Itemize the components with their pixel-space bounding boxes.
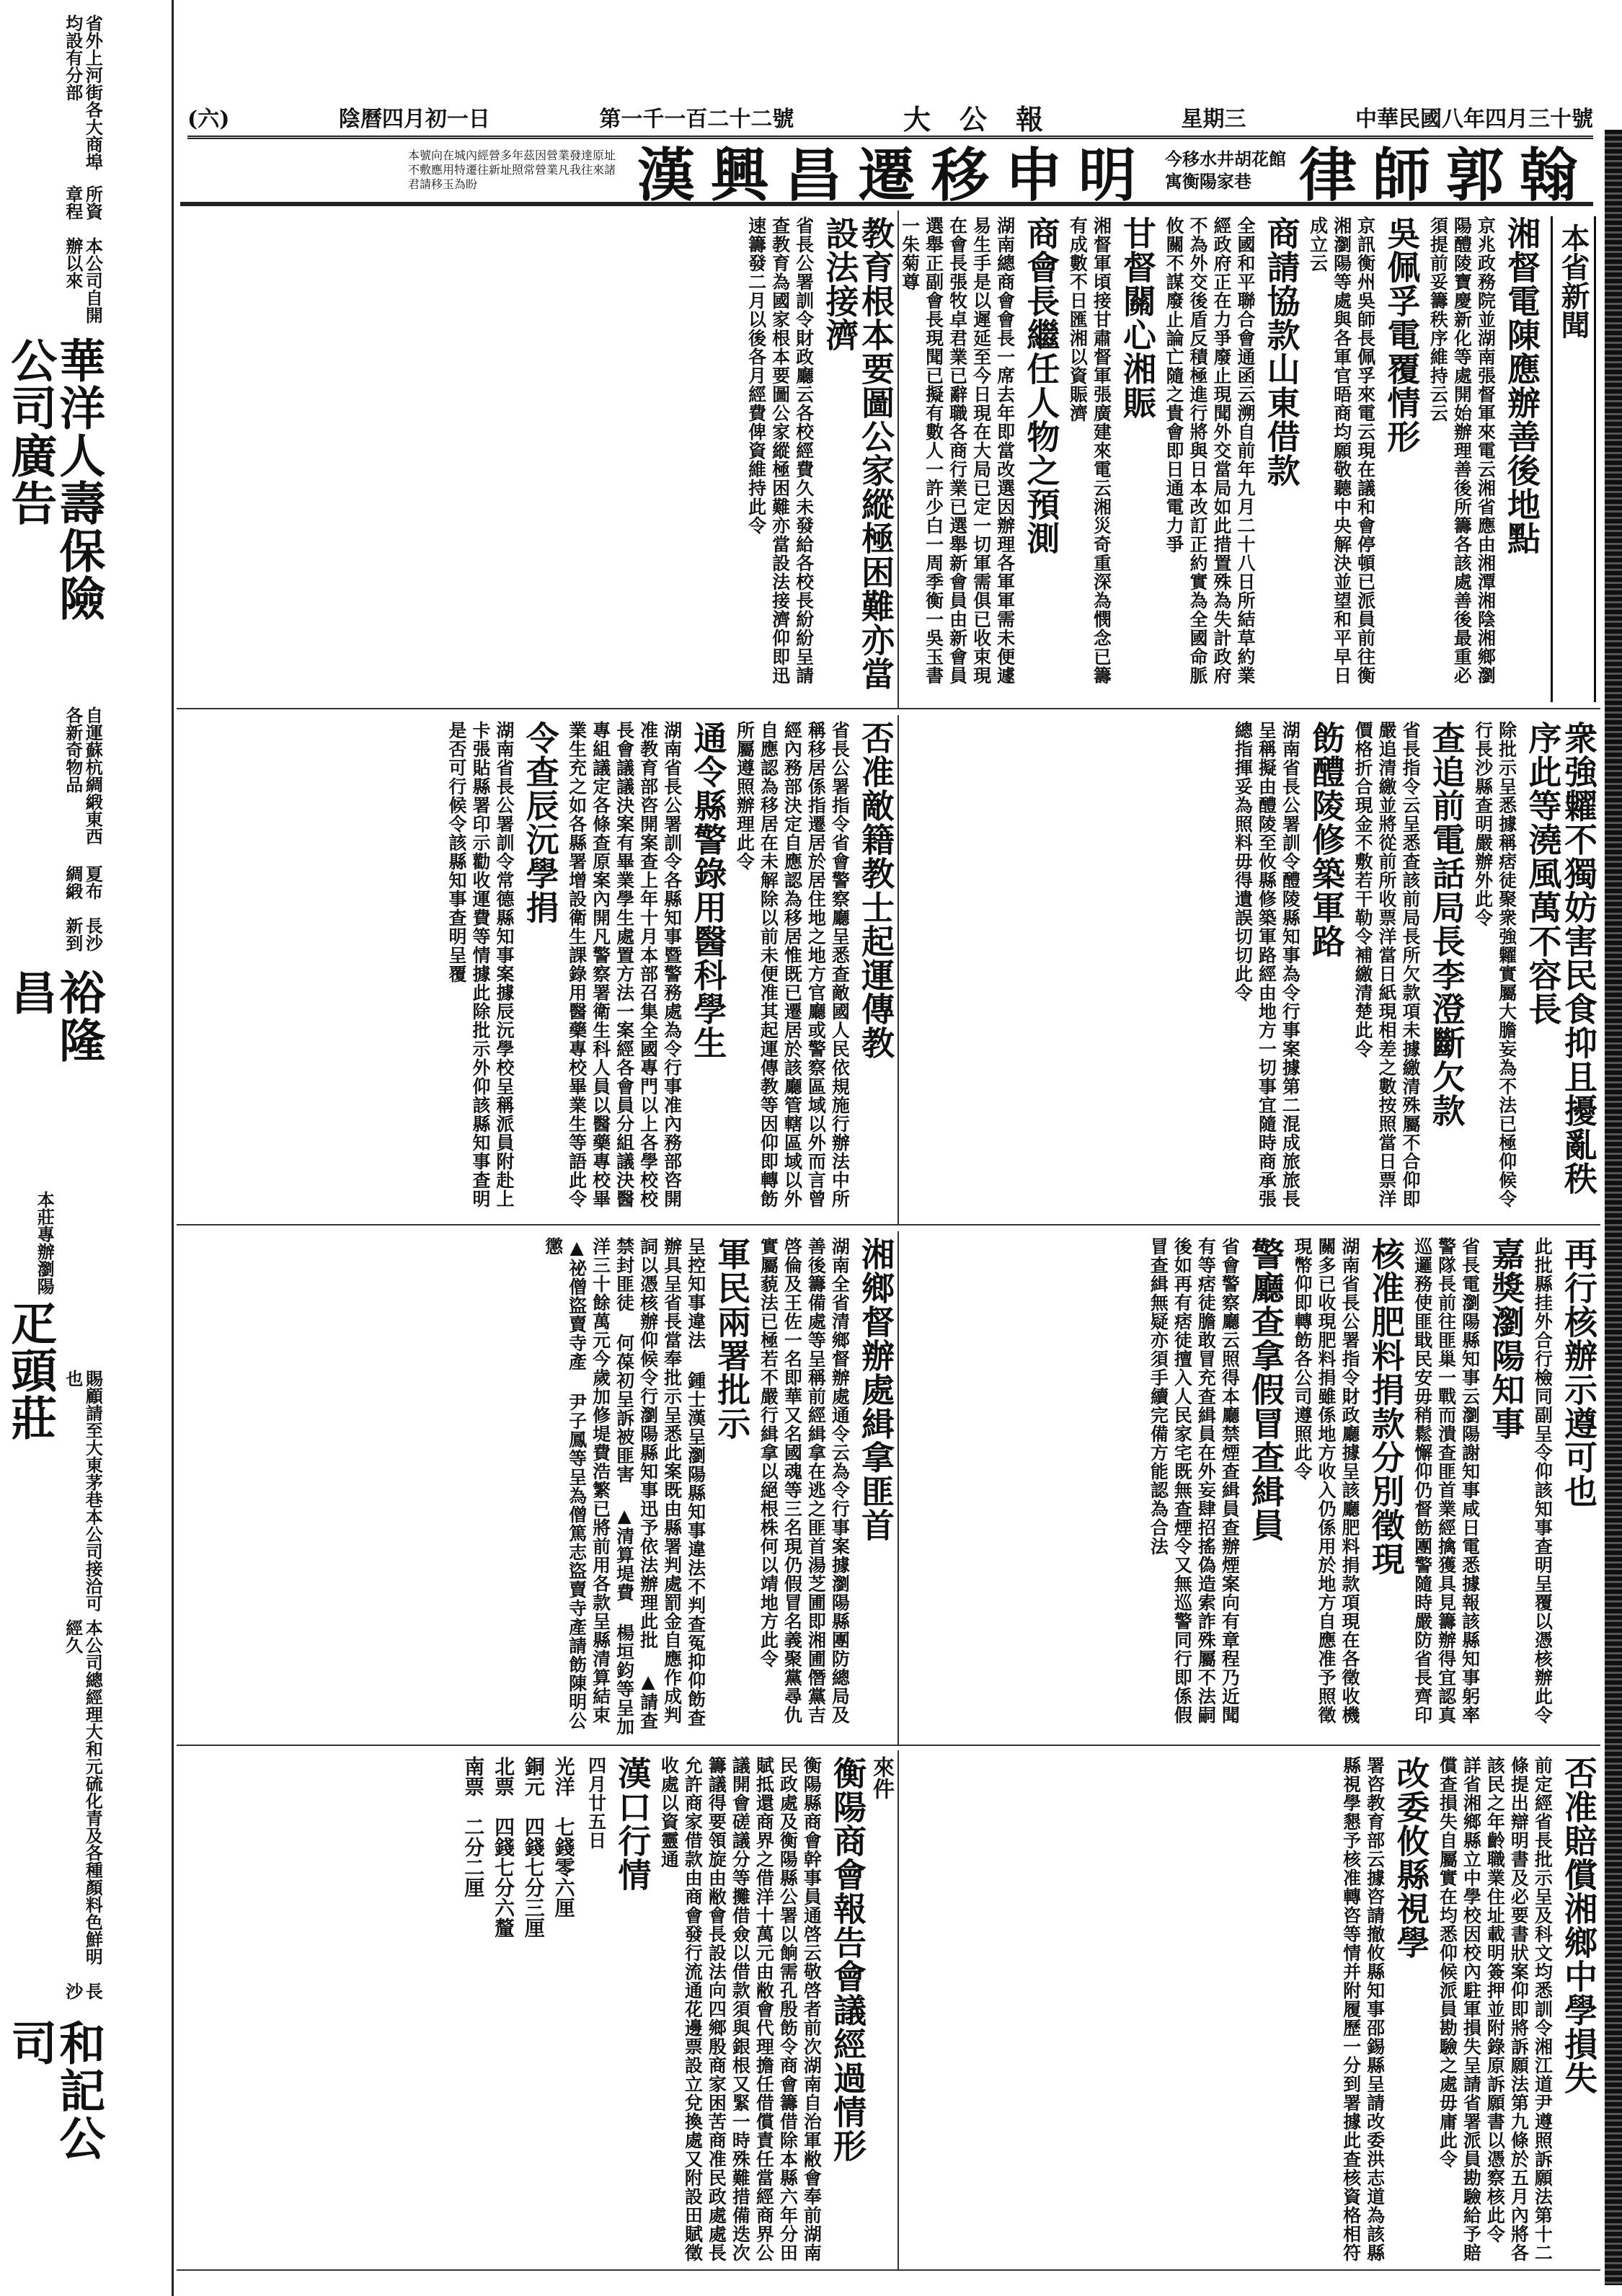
top-banner-advertisement	[180, 138, 1593, 209]
currency-name: 光洋	[551, 1756, 576, 1796]
article-headline: 飭醴陵修築軍路	[1306, 721, 1346, 958]
lawyer-ad-title: 律師郭翰	[1299, 141, 1593, 209]
article-headline: 通令縣警錄用醫科學生	[688, 721, 728, 1060]
news-column-left	[177, 715, 898, 1224]
article-headline: 嘉獎瀏陽知事	[1486, 1237, 1526, 1440]
article-headline: 核准肥料捐款分別徵現	[1366, 1237, 1406, 1576]
article-headline: 否准敵籍教士起運傳教	[856, 721, 895, 1060]
article-headline: 衆強糶不獨妨害民食抑且擾亂秩序此等澆風萬不容長	[1523, 721, 1598, 1195]
currency-rate: 二分二厘	[461, 1817, 486, 1897]
article-headline: 衡陽商會報告會議經過情形	[828, 1756, 867, 2163]
lunar-date: 陰曆四月初一日	[338, 107, 490, 132]
article-body: 此批縣挂外合行檢同副呈令仰該知事查明呈覆以憑核辦此令	[1532, 1237, 1554, 1724]
article-body: 湖南全省清鄉督辦處通令云為令行事案據瀏陽縣團防總局及善後籌備處等呈稱前經緝拿在逃之匪首湯芝圃即湘圃僭黨吉啓倫及王佐一名即華又名國魂等三名現仍假冒名義聚黨尋仇實屬藐法已極若不嚴行緝拿以絕根株何以靖地方此令	[758, 1237, 851, 1724]
article-body: 京兆政務院並湖南張督軍來電云湘省應由湘潭湘陰湘鄉瀏陽醴陵寶慶新化等處開始辦理善後所籌各該處善後最重必須提前妥籌秩序維持云云	[1427, 216, 1497, 685]
market-date: 四月廿五日	[585, 1756, 607, 1850]
left-advertisement-strip	[0, 0, 174, 2296]
article-headline: 湘督電陳應辦善後地點	[1502, 216, 1541, 555]
article-headline: 軍民兩署批示	[712, 1237, 752, 1440]
news-column-left	[177, 1750, 898, 2269]
market-rate-row	[520, 1756, 547, 2264]
relocation-notice-text: 本號向在城內經營多年茲因營業發達原址不敷應用特遷往新址照常營業凡我往來諸君請移玉為盼	[408, 149, 616, 191]
market-rate-row	[459, 1756, 487, 2264]
relocation-notice-title: 漢興昌遷移申明	[637, 141, 1152, 209]
article-body: 省長電瀏陽縣知事云瀏陽謝知事咸日電悉據報該縣知事躬率警隊長前往匪巢一戰而潰查匪首業經擒獲具見籌辦得宜認真巡邏務使匪戢民安毋稍鬆懈仰仍督飭團警隨時嚴防省長齊印	[1412, 1237, 1481, 1724]
currency-name: 北票	[492, 1756, 516, 1796]
lawyer-ad-address	[1165, 148, 1286, 192]
article-headline: 商請協款山東借款	[1262, 216, 1301, 487]
advertisement-title: 疋頭莊	[3, 1299, 58, 1442]
news-column-right	[898, 210, 1600, 708]
article-body: 省會警察廳云照得本廳禁煙查緝員查辦煙案向有章程乃近聞有等痞徒膽敢冒充查緝員在外妄肆招搖偽造索詐殊屬不法嗣後如再有痞徒擅入人民家宅既無查煙令又無巡警同行即係假冒查緝無疑亦須手續完備方能認為合法	[1148, 1237, 1241, 1724]
advertisement-text: 自運蘇杭綢緞東西各新奇物品	[62, 706, 104, 845]
news-band	[177, 210, 1600, 709]
advertisement-text: 長沙	[62, 1982, 104, 2000]
advertisement-text: 本公司自開辦以來	[62, 236, 104, 324]
advertisement-title: 裕隆昌	[3, 969, 106, 1065]
currency-name: 銅元	[521, 1756, 546, 1796]
article-kicker: 來件	[869, 1756, 894, 1799]
issue-date: 中華民國八年四月三十號	[1355, 107, 1593, 132]
article-body: 湖南省長公署訓令各縣知事暨警務處為令行事准內務部咨開准教育部咨開案查上年十月本部召集全國專門以上各學校校長會議議決案有畢業學生處置方法一案經各會員分組議決醫專組議定各條查原案內開凡警察署衛生科人員以醫藥專校畢業生充之如各縣署增設衛生課錄用醫藥專校畢業生等語此令	[566, 721, 683, 1208]
article-body: 署咨教育部云據咨請撤攸縣知事邵錫縣呈請改委洪志道為該縣縣視學懇予核准轉咨等情并附履歷一分到署據此查核資格相符	[1340, 1756, 1386, 2262]
article-headline: 再行核辦示遵可也	[1559, 1237, 1598, 1508]
advertisement	[3, 14, 106, 663]
advertisement-text: 夏布綢緞	[62, 865, 104, 900]
article-body: 呈控知事違法 鍾士漢呈瀏陽縣知事違法不判查冤抑仰飭查辦具呈省長當奉批示呈悉此案既由縣署判處罰金自應作成判詞以憑核辦仰候令行瀏陽縣知事迅予依法辦理此批 ▲請查禁封匪徒 何葆初呈訴被匪害 ▲清算堤費 楊垣鈞等呈加洋三十餘萬元今歲加修堤費浩繁已將前用各款呈縣清算結束 ▲祕僧盜賣寺產 尹子鳳等呈為僧篤志盜賣寺產請飭陳明公懲	[542, 1237, 706, 1736]
page-border	[1605, 130, 1622, 2285]
article-body: 湖南省長公署訓令常德縣知事案據辰沅學校呈稱派員附赴上卡張貼縣署印示勸收運費等情據此除批示外仰該縣知事查明是否可行候令該縣知事查明呈覆	[446, 721, 515, 1208]
article-headline: 否准賠償湘鄉中學損失	[1559, 1756, 1598, 2095]
advertisement-text: 長沙新到	[62, 917, 104, 952]
article-headline: 教育根本要圖公家縱極困難亦當設法接濟	[820, 216, 895, 691]
advertisement-title: 華洋人壽保險公司廣告	[3, 336, 106, 622]
article-body: 除批示呈悉據稱痞徒聚衆強糶實屬大膽妄為不法已極仰候令行長沙縣查明嚴辦外此令	[1472, 721, 1517, 1208]
page-number: (六)	[187, 107, 230, 132]
article-body: 湖南總商會會長一席去年即當改選因辦理各軍軍需未便遽易生手是以遲延至今日現在大局已定一切軍需俱已收束現在會長張牧卓君業已辭職各商行業已選舉新會員由新會員選舉正副會長現聞已擬有數人一許少白一周季衡一吳玉書一朱菊尊	[899, 216, 1016, 685]
article-body: 京訊衡州吳師長佩孚來電云現在議和會停頓已派員前往衡湘瀏陽等處與各軍官晤商均願敬聽中央解決並望和平早日成立云	[1307, 216, 1376, 685]
article-headline: 吳佩孚電覆情形	[1382, 216, 1422, 453]
article-headline: 改委攸縣視學	[1391, 1756, 1431, 1959]
article-body: 湖南省長公署訓令醴陵縣知事為令行事案據第二混成旅旅長呈稱擬由醴陵至攸縣修築軍路經由地方一切事宜隨時商承張總指揮妥為照料毋得遺誤切切此令	[1232, 721, 1301, 1208]
article-headline: 湘鄉督辦處緝拿匪首	[856, 1237, 895, 1542]
masthead: 大公報	[903, 102, 1072, 136]
article-body: 衡陽縣商會幹事員通啓云敬啓者前次湖南自治軍敝會奉前湖南民政處及衡陽縣公署以餉需孔殷飭令商會籌借除本縣六年分田賦抵還商界之借洋十萬元由敝會代理擔任借償責任當經商界公議開會磋議分等攤借僉以借款須與銀根又緊一時殊難措備迭次籌議得要領旋由敝會長設法向四鄉殷商家困苦商准民政處處長允許商家借款由商會發行流通花邊票設立兌換處又附設田賦徵收處以資靈通	[658, 1756, 823, 2262]
market-rate-row	[489, 1756, 517, 2264]
article-body: 省長指令云呈悉查該前局長所欠款項未據繳清殊屬不合仰即嚴追清繳並將從前所收票洋當日紙現相差之數按照當日票洋價格折合現金不敷若干勒令補繳清楚此令	[1352, 721, 1421, 1208]
article-body: 湖南省長公署指令財政廳據呈該廳肥料捐款項現在各徵收機關多已收現肥料捐雖係地方收入仍係用於地方自應准予照徵現幣仰即轉飭各公司遵照此令	[1291, 1237, 1360, 1724]
article-body: 省長公署指令省會警察廳呈悉查敵國人民依規施行辦法中所稱移居係指遷居於居住地之地方官廳或警察區域以外而言曾經內務部決定自應認為移居惟既已遷居於該廳管轄區域以外自應認為移居在未解除以前未便准其起運傳教等因仰即轉飭所屬遵照辦理此令	[734, 721, 851, 1208]
advertisement-text: 賜顧請至大東茅巷本公司接洽可也	[62, 1370, 104, 1612]
news-column-left	[177, 210, 898, 708]
advertisement-text: 本莊專辦瀏陽	[34, 1191, 56, 1295]
advertisement-text: 省外上河街各大商埠均設有分部	[62, 14, 104, 171]
article-body: 湘督軍頃接甘肅督軍張廣建來電云湘災奇重深為憫念已籌有成數不日匯湘以資賑濟	[1067, 216, 1112, 685]
advertisement-text: 本公司總經理大和元硫化青及各種顏料色鮮明經久	[62, 1618, 104, 1965]
article-headline: 警廳查拿假冒查緝員	[1246, 1237, 1285, 1542]
news-column-left	[177, 1231, 898, 1745]
news-band	[177, 1750, 1600, 2271]
article-headline: 甘督關心湘賑	[1117, 216, 1157, 420]
currency-rate: 四錢七分六釐	[492, 1817, 516, 1938]
news-column-right	[898, 1231, 1600, 1745]
article-headline: 令查辰沅學捐	[520, 721, 560, 924]
article-body: 省長公署訓令財政廳云各校經費久未發給各校長紛紛呈請查教育為國家根本要圖公家縱極困難亦當設法接濟仰即迅速籌發二月以後各月經費俾資維持此令	[745, 216, 815, 685]
currency-rate: 四錢七分三厘	[521, 1817, 546, 1938]
advertisement-text: 所資章程	[62, 185, 104, 220]
news-band	[177, 715, 1600, 1225]
news-band	[177, 1231, 1600, 1746]
article-body: 全國和平聯合會通函云溯自前年九月二十八日所結草約業經政府正在力爭廢止現聞外交當局如此措置殊為失計政府不為外交後盾反積極進行將與日本改訂正約實為全國命脈攸關不謀廢止論亡隨之貴會即日通電力爭	[1163, 216, 1256, 685]
lawyer-ad-address-line: 今移水井胡花館	[1165, 148, 1286, 169]
lawyer-ad-address-line: 寓衡陽家巷	[1165, 171, 1251, 192]
advertisement-title: 和記公司	[3, 2018, 106, 2162]
section-title: 本省新聞	[1551, 216, 1596, 702]
market-rate-row	[550, 1756, 577, 2264]
article-headline: 查追前電話局長李澄斷欠款	[1427, 721, 1466, 1127]
article-headline: 商會長繼任人物之預測	[1021, 216, 1061, 555]
advertisement	[3, 706, 106, 1067]
news-column-right	[898, 715, 1600, 1224]
article-body: 前定經省長批示呈及科文均悉訓令湘江道尹遵照訴願法第十二條提出辯明書及必要書狀案仰即將訴願法第九條於五月內將各該民之年齡職業住址載明簽押並附錄原訴願書以憑察核此令 詳省湘鄉縣立中學校因校內駐軍損失呈請省署派員勘驗給予賠償查損失自屬實在均悉仰候派員勘驗之處毋庸此令	[1437, 1756, 1554, 2262]
currency-name: 南票	[461, 1756, 486, 1796]
news-column-right	[898, 1750, 1600, 2269]
currency-rate: 七錢零六厘	[551, 1817, 576, 1918]
article-headline: 漢口行情	[613, 1756, 652, 1892]
issue-number: 第一千一百二十二號	[599, 107, 794, 132]
weekday: 星期三	[1181, 107, 1246, 132]
